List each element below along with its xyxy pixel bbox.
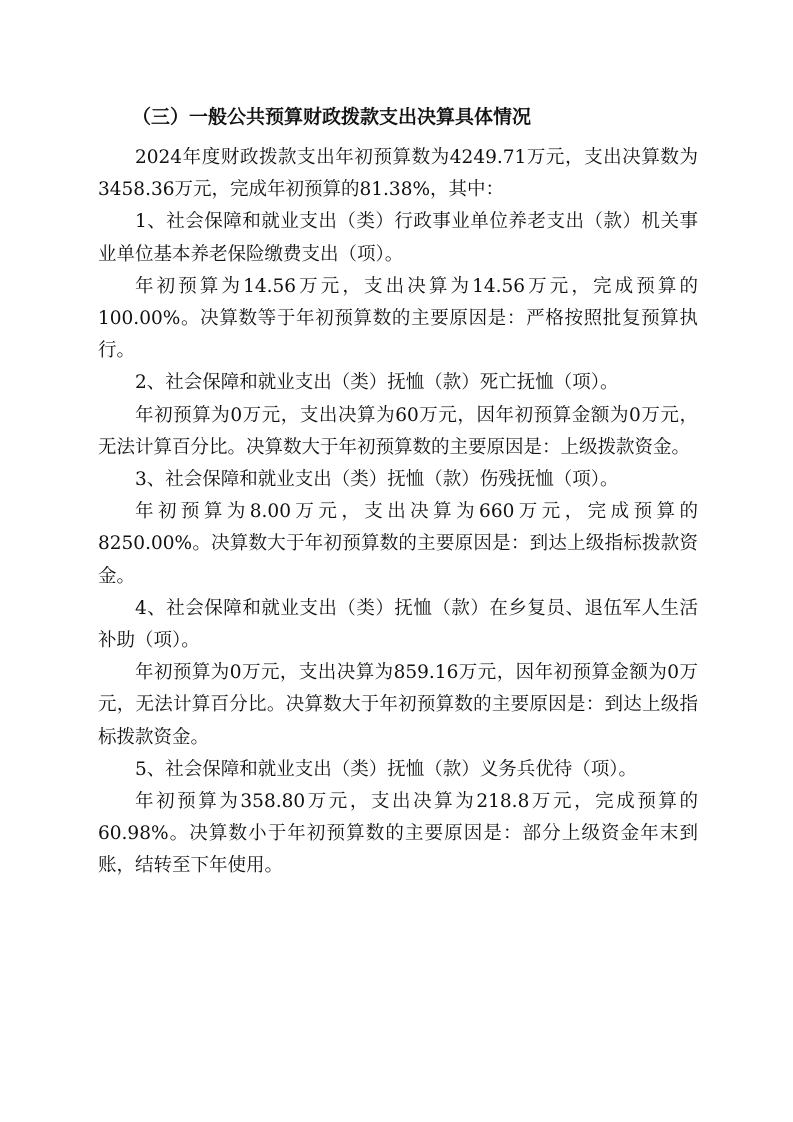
paragraph-item-4-detail: 年初预算为0万元，支出决算为859.16万元，因年初预算金额为0万元，无法计算百分比。决算数大于年初预算数的主要原因是：到达上级指标拨款资金。: [98, 662, 698, 748]
section-heading: （三）一般公共预算财政拨款支出决算具体情况: [132, 106, 532, 128]
paragraph-item-5-detail: 年初预算为358.80万元，支出决算为218.8万元，完成预算的60.98%。决算数小于年初预算数的主要原因是：部分上级资金年末到账，结转至下年使用。: [98, 791, 698, 877]
paragraph-item-2-title: 2、社会保障和就业支出（类）抚恤（款）死亡抚恤（项）。: [135, 372, 619, 394]
paragraph-item-1-title: 1、社会保障和就业支出（类）行政事业单位养老支出（款）机关事业单位基本养老保险缴费支出（项）。: [98, 211, 698, 265]
paragraph-item-3-title: 3、社会保障和就业支出（类）抚恤（款）伤残抚恤（项）。: [135, 469, 619, 491]
paragraph-item-3-detail: 年初预算为8.00万元，支出决算为660万元，完成预算的8250.00%。决算数大于年初预算数的主要原因是：到达上级指标拨款资金。: [98, 501, 698, 587]
paragraph-item-5-title: 5、社会保障和就业支出（类）抚恤（款）义务兵优待（项）。: [135, 758, 638, 780]
paragraph-item-1-detail: 年初预算为14.56万元，支出决算为14.56万元，完成预算的100.00%。决算数等于年初预算数的主要原因是：严格按照批复预算执行。: [98, 275, 698, 362]
document-body: [98, 142, 698, 883]
paragraph-item-4-title: 4、社会保障和就业支出（类）抚恤（款）在乡复员、退伍军人生活补助（项）。: [98, 597, 698, 652]
paragraph-summary: 2024年度财政拨款支出年初预算数为4249.71万元，支出决算数为3458.36万元，完成年初预算的81.38%，其中：: [98, 147, 698, 201]
paragraph-item-2-detail: 年初预算为0万元，支出决算为60万元，因年初预算金额为0万元，无法计算百分比。决算数大于年初预算数的主要原因是：上级拨款资金。: [98, 404, 698, 458]
